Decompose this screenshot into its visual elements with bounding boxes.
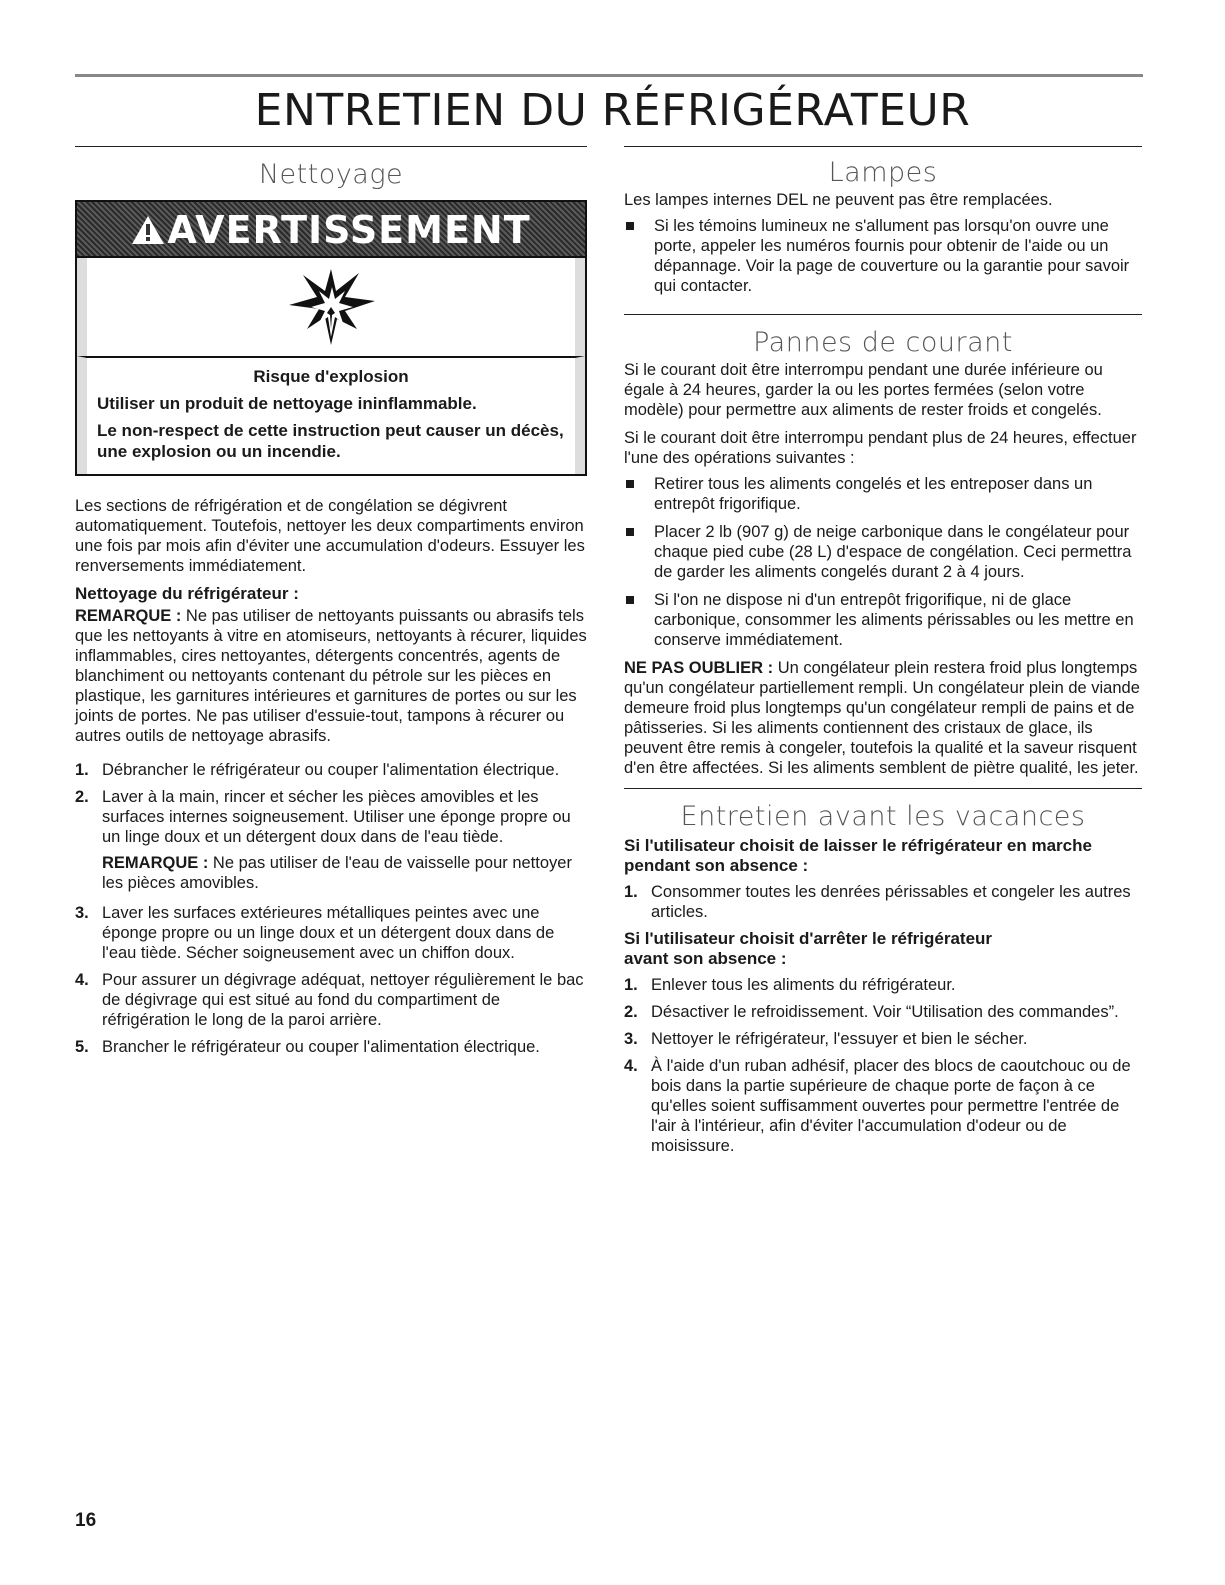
section-rule	[624, 146, 1142, 147]
section-title-vacation: Entretien avant les vacances	[680, 801, 1086, 832]
warning-body	[77, 356, 585, 474]
section-rule	[75, 146, 587, 147]
list-item	[75, 970, 587, 1030]
bullet-icon	[626, 596, 634, 604]
step-number: 2.	[75, 788, 89, 806]
section-title-cleaning: Nettoyage	[258, 159, 404, 190]
note-text: Ne pas utiliser de nettoyants puissants ou abrasifs tels que les nettoyants à vitre en atomiseurs, nettoyants à récurer, liquides inflammables, cires nettoyantes, détergents concentrés, agents de blanchiment ou nettoyants contenant du pétrole sur les pièces en plastique, les garnitures intérieures et garnitures de portes ou sur les joints de portes. Ne pas utiliser d'essuie-tout, tampons à récurer ou autres outils de nettoyage abrasifs.	[75, 607, 587, 745]
list-item	[624, 216, 1142, 296]
warning-triangle-icon	[131, 214, 165, 246]
warning-risk: Risque d'explosion	[253, 367, 409, 386]
warning-label: AVERTISSEMENT	[167, 208, 531, 252]
lamps-intro: Les lampes internes DEL ne peuvent pas être remplacées.	[624, 191, 1053, 209]
step-number: 3.	[75, 904, 89, 922]
bullet-icon	[626, 222, 634, 230]
step-number: 4.	[75, 971, 89, 989]
list-item	[624, 590, 1142, 650]
vacation-sub-2	[624, 929, 1142, 969]
list-item	[624, 1056, 1142, 1156]
step-number: 5.	[75, 1038, 89, 1056]
step-number: 2.	[624, 1003, 638, 1021]
step-number: 4.	[624, 1057, 638, 1075]
step-text: Débrancher le réfrigérateur ou couper l'alimentation électrique.	[102, 761, 560, 779]
top-rule	[75, 74, 1143, 77]
outages-list	[624, 474, 1142, 650]
note-label: REMARQUE :	[75, 607, 182, 625]
list-item	[624, 975, 1142, 995]
list-item	[624, 882, 1142, 922]
step-text: Enlever tous les aliments du réfrigérateur.	[651, 976, 956, 994]
list-item-text: Placer 2 lb (907 g) de neige carbonique dans le congélateur pour chaque pied cube (28 L) d'espace de congélation. Ceci permettra de garder les aliments congelés durant 2 à 4 jours.	[654, 523, 1132, 581]
vacation-sub-2b: avant son absence :	[624, 949, 787, 968]
list-item	[75, 1037, 587, 1057]
warning-line-2: Le non-respect de cette instruction peut causer un décès, une explosion ou un incendie.	[97, 421, 564, 461]
vacation-steps-2	[624, 975, 1142, 1156]
list-item	[75, 760, 587, 780]
list-item-text: Si les témoins lumineux ne s'allument pas lorsqu'on ouvre une porte, appeler les numéros fournis pour obtenir de l'aide ou un dépannage. Voir la page de couverture ou la garantie pour savoir qui contacter.	[654, 217, 1130, 295]
warning-header	[77, 202, 585, 258]
step-text: Consommer toutes les denrées périssables et congeler les autres articles.	[651, 883, 1131, 921]
step-number: 1.	[624, 976, 638, 994]
step-text: À l'aide d'un ruban adhésif, placer des blocs de caoutchouc ou de bois dans la partie supérieure de chaque porte de façon à ce qu'elles soient suffisamment ouvertes pour permettre l'entrée de l'air à l'intérieur, afin d'éviter l'accumulation d'odeur ou de moisissure.	[651, 1057, 1131, 1155]
section-title-outages: Pannes de courant	[753, 327, 1013, 358]
left-column	[75, 146, 587, 1064]
section-rule	[624, 788, 1142, 789]
warning-box	[75, 200, 587, 476]
step-number: 1.	[75, 761, 89, 779]
step-number: 1.	[624, 883, 638, 901]
bullet-icon	[626, 528, 634, 536]
vacation-steps-1	[624, 882, 1142, 922]
list-item	[624, 1002, 1142, 1022]
list-item	[75, 903, 587, 963]
step-text: Brancher le réfrigérateur ou couper l'alimentation électrique.	[102, 1038, 540, 1056]
step-text: Nettoyer le réfrigérateur, l'essuyer et bien le sécher.	[651, 1030, 1028, 1048]
list-item	[624, 474, 1142, 514]
vacation-sub-2a: Si l'utilisateur choisit d'arrêter le réfrigérateur	[624, 929, 993, 948]
note-label: REMARQUE :	[102, 854, 209, 872]
bullet-icon	[626, 480, 634, 488]
reminder-label: NE PAS OUBLIER :	[624, 659, 774, 677]
step-text: Désactiver le refroidissement. Voir “Utilisation des commandes”.	[651, 1003, 1119, 1021]
outages-reminder	[624, 658, 1142, 778]
step-number: 3.	[624, 1030, 638, 1048]
step-text: Laver à la main, rincer et sécher les pièces amovibles et les surfaces internes soigneusement. Utiliser une éponge propre ou un linge doux et un détergent doux dans de l'eau tiède.	[102, 788, 571, 846]
vacation-sub-1: Si l'utilisateur choisit de laisser le réfrigérateur en marche pendant son absence :	[624, 836, 1092, 875]
step-note	[102, 853, 587, 893]
section-title-lamps: Lampes	[828, 157, 938, 188]
outages-p2: Si le courant doit être interrompu pendant plus de 24 heures, effectuer l'une des opérations suivantes :	[624, 429, 1137, 467]
note-text: Ne pas utiliser de l'eau de vaisselle pour nettoyer les pièces amovibles.	[102, 854, 572, 892]
page-title: ENTRETIEN DU RÉFRIGÉRATEUR	[254, 85, 971, 136]
explosion-icon-row	[77, 258, 585, 356]
cleaning-intro: Les sections de réfrigération et de congélation se dégivrent automatiquement. Toutefois, nettoyer les deux compartiments environ une fois par mois afin d'éviter une accumulation d'odeurs. Essuyer les renversements immédiatement.	[75, 497, 585, 575]
right-column	[624, 146, 1142, 1163]
warning-line-1: Utiliser un produit de nettoyage ininflammable.	[97, 394, 477, 413]
list-item	[75, 787, 587, 893]
explosion-icon	[281, 267, 381, 347]
outages-p1: Si le courant doit être interrompu pendant une durée inférieure ou égale à 24 heures, garder la ou les portes fermées (selon votre modèle) pour permettre aux aliments de rester froids et congelés.	[624, 361, 1103, 419]
list-item	[624, 522, 1142, 582]
cleaning-steps	[75, 760, 587, 1057]
cleaning-subheading: Nettoyage du réfrigérateur :	[75, 584, 299, 603]
step-text: Pour assurer un dégivrage adéquat, nettoyer régulièrement le bac de dégivrage qui est situé au fond du compartiment de réfrigération le long de la paroi arrière.	[102, 971, 584, 1029]
lamps-list	[624, 216, 1142, 296]
page-number: 16	[75, 1510, 97, 1531]
cleaning-note	[75, 606, 587, 746]
reminder-text: Un congélateur plein restera froid plus longtemps qu'un congélateur partiellement rempli. Un congélateur plein de viande demeure froid plus longtemps qu'un congélateur rempli de pains et de pâtisseries. Si les aliments contiennent des cristaux de glace, ils peuvent être remis à congeler, toutefois la qualité et la saveur risquent d'en être affectées. Si les aliments semblent de piètre qualité, les jeter.	[624, 659, 1140, 777]
step-text: Laver les surfaces extérieures métalliques peintes avec une éponge propre ou un linge doux et un détergent doux dans de l'eau tiède. Sécher soigneusement avec un chiffon doux.	[102, 904, 555, 962]
section-rule	[624, 314, 1142, 315]
list-item	[624, 1029, 1142, 1049]
list-item-text: Retirer tous les aliments congelés et les entreposer dans un entrepôt frigorifique.	[654, 475, 1093, 513]
list-item-text: Si l'on ne dispose ni d'un entrepôt frigorifique, ni de glace carbonique, consommer les aliments périssables ou les mettre en conserve immédiatement.	[654, 591, 1134, 649]
